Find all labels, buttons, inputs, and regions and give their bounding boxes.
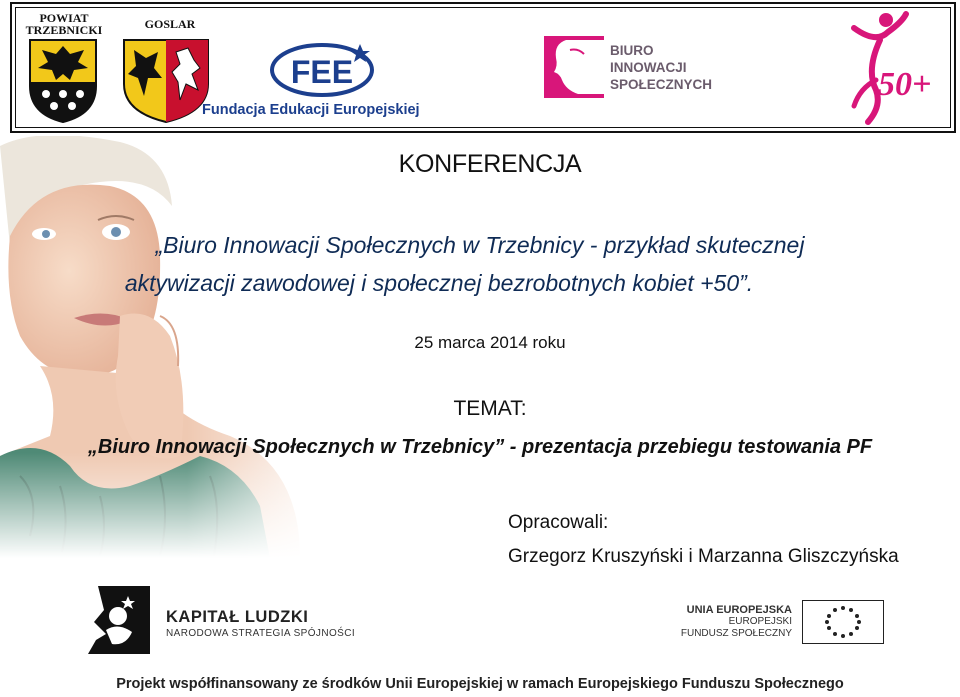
powiat-trzebnicki-crest-icon [28,38,98,124]
goslar-crest-icon [122,38,210,124]
crest-goslar-label: GOSLAR [144,17,196,31]
cofinancing-statement: Projekt współfinansowany ze środków Unii Europejskiej w ramach Europejskiego Funduszu Społecznego [116,676,844,692]
subtitle-line-1: „Biuro Innowacji Społecznych w Trzebnicy - przykład skutecznej [155,232,805,258]
topic-heading: TEMAT: [453,397,527,420]
subtitle-line-2: aktywizacji zawodowej i społecznej bezrobotnych kobiet +50”. [124,270,754,296]
kapital-ludzki-title: KAPITAŁ LUDZKI [166,608,309,626]
fifty-plus-logo-text: 50+ [878,66,932,103]
eu-line-1: UNIA EUROPEJSKA [686,604,792,616]
conference-date: 25 marca 2014 roku [414,333,566,352]
biuro-logo-text: BIURO INNOWACJI SPOŁECZNYCH [610,43,713,92]
eu-line-2: EUROPEJSKI [728,616,792,627]
eu-line-3: FUNDUSZ SPOŁECZNY [680,628,792,639]
header-logo-bar [10,2,956,133]
topic-text: „Biuro Innowacji Społecznych w Trzebnicy” - prezentacja przebiegu testowania PF [87,436,873,458]
svg-text:FEE: FEE [290,54,354,90]
conference-subtitle [20,226,940,302]
crest-powiat-label: POWIAT TRZEBNICKI [25,11,103,37]
biuro-face-logo-icon [544,36,604,98]
authors-heading: Opracowali: [508,512,609,533]
authors-names: Grzegorz Kruszyński i Marzanna Gliszczyńska [508,546,899,567]
fee-foundation-name: Fundacja Edukacji Europejskiej [202,102,420,118]
eu-flag-icon [802,600,884,644]
page-title: KONFERENCJA [398,150,582,178]
eu-text-block [660,604,792,640]
kapital-ludzki-subtitle: NARODOWA STRATEGIA SPÓJNOŚCI [166,628,356,639]
thinking-woman-illustration [0,136,340,558]
fee-logo-icon [270,40,380,98]
kapital-ludzki-icon [88,586,150,654]
